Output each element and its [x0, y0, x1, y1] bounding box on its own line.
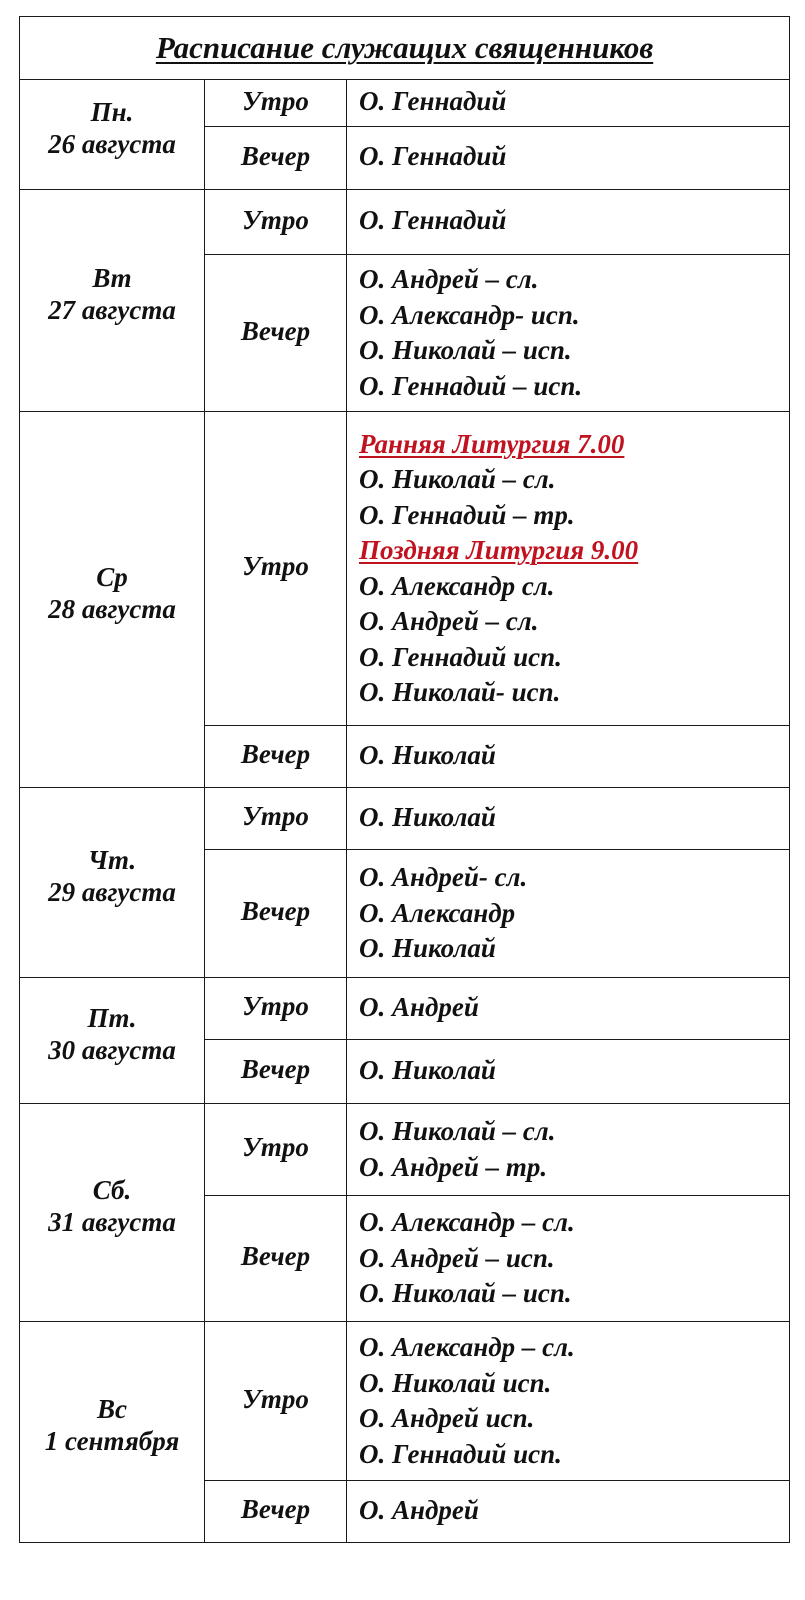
clergy-name: О. Николай [359, 933, 496, 964]
service-time: Вечер [205, 850, 347, 978]
date-label: 1 сентября [44, 1426, 180, 1456]
date-label: 31 августа [48, 1206, 176, 1237]
clergy-list [347, 1322, 790, 1481]
clergy-name: О. Андрей – исп. [359, 1242, 555, 1273]
clergy-name: О. Андрей – сл. [359, 264, 539, 294]
clergy-list [347, 1040, 790, 1104]
weekday-label: Ср [96, 561, 128, 592]
weekday-label: Пн. [90, 96, 134, 127]
clergy-name: О. Геннадий – тр. [359, 499, 575, 530]
clergy-name: О. Александр- исп. [359, 299, 580, 330]
clergy-list [347, 788, 790, 850]
clergy-name: О. Николай- исп. [359, 677, 561, 707]
clergy-list [347, 127, 790, 190]
service-time: Утро [205, 978, 347, 1040]
service-time: Вечер [205, 726, 347, 788]
clergy-name: О. Геннадий – исп. [359, 370, 583, 401]
clergy-list [347, 1196, 790, 1322]
clergy-name: О. Андрей исп. [359, 1403, 535, 1433]
clergy-name: О. Александр – сл. [359, 1332, 575, 1362]
liturgy-heading: Ранняя Литургия 7.00 [359, 428, 625, 459]
clergy-name: О. Геннадий исп. [359, 1438, 562, 1469]
service-time: Утро [205, 1322, 347, 1481]
clergy-name: О. Николай [359, 739, 496, 770]
clergy-name: О. Николай – сл. [359, 1116, 556, 1146]
service-time: Утро [205, 412, 347, 726]
clergy-name: О. Николай – исп. [359, 1278, 572, 1309]
clergy-name: О. Геннадий исп. [359, 641, 562, 672]
clergy-list [347, 726, 790, 788]
clergy-name: О. Александр [359, 897, 516, 928]
weekday-label: Пт. [87, 1002, 137, 1033]
clergy-list [347, 850, 790, 978]
clergy-name: О. Геннадий [359, 86, 507, 117]
date-label: 28 августа [48, 593, 176, 624]
clergy-name: О. Александр – сл. [359, 1207, 575, 1238]
liturgy-heading: Поздняя Литургия 9.00 [359, 535, 639, 565]
clergy-name: О. Андрей [359, 991, 479, 1022]
service-time: Вечер [205, 1196, 347, 1322]
service-row [20, 80, 790, 127]
weekday-label: Чт. [87, 844, 137, 875]
clergy-name: О. Геннадий [359, 141, 507, 172]
clergy-list [347, 190, 790, 255]
service-time: Вечер [205, 127, 347, 190]
day-cell [20, 788, 205, 978]
clergy-name: О. Николай [359, 801, 496, 832]
service-time: Вечер [205, 255, 347, 412]
day-cell [20, 978, 205, 1104]
service-time: Утро [205, 1104, 347, 1196]
service-time: Утро [205, 190, 347, 255]
title-row [20, 17, 790, 80]
day-cell [20, 1104, 205, 1322]
clergy-name: О. Александр сл. [359, 570, 555, 601]
schedule-sheet [19, 16, 789, 1582]
clergy-list [347, 80, 790, 127]
clergy-name: О. Николай – исп. [359, 335, 572, 365]
clergy-name: О. Андрей- сл. [359, 862, 528, 893]
service-time: Вечер [205, 1040, 347, 1104]
clergy-list [347, 978, 790, 1040]
day-cell [20, 1322, 205, 1543]
date-label: 29 августа [48, 876, 176, 907]
clergy-name: О. Андрей – сл. [359, 606, 539, 636]
service-row [20, 1104, 790, 1196]
date-label: 30 августа [48, 1034, 176, 1065]
service-time: Утро [205, 80, 347, 127]
clergy-list [347, 412, 790, 726]
weekday-label: Вт [92, 262, 132, 293]
date-label: 26 августа [48, 128, 176, 159]
date-label: 27 августа [48, 294, 176, 325]
clergy-list [347, 255, 790, 412]
schedule-table [19, 16, 790, 1543]
clergy-name: О. Геннадий [359, 205, 507, 236]
service-row [20, 788, 790, 850]
clergy-name: О. Николай [359, 1054, 496, 1085]
day-cell [20, 190, 205, 412]
clergy-name: О. Николай – сл. [359, 464, 556, 494]
service-time: Утро [205, 788, 347, 850]
service-time: Вечер [205, 1481, 347, 1543]
clergy-name: О. Николай исп. [359, 1367, 552, 1398]
weekday-label: Сб. [92, 1174, 132, 1205]
weekday-label: Вс [97, 1394, 127, 1424]
day-cell [20, 412, 205, 788]
service-row [20, 978, 790, 1040]
service-row [20, 190, 790, 255]
clergy-list [347, 1104, 790, 1196]
service-row [20, 1322, 790, 1481]
schedule-title: Расписание служащих священников [20, 17, 790, 80]
clergy-name: О. Андрей [359, 1494, 479, 1525]
clergy-name: О. Андрей – тр. [359, 1151, 548, 1182]
clergy-list [347, 1481, 790, 1543]
service-row [20, 412, 790, 726]
day-cell [20, 80, 205, 190]
